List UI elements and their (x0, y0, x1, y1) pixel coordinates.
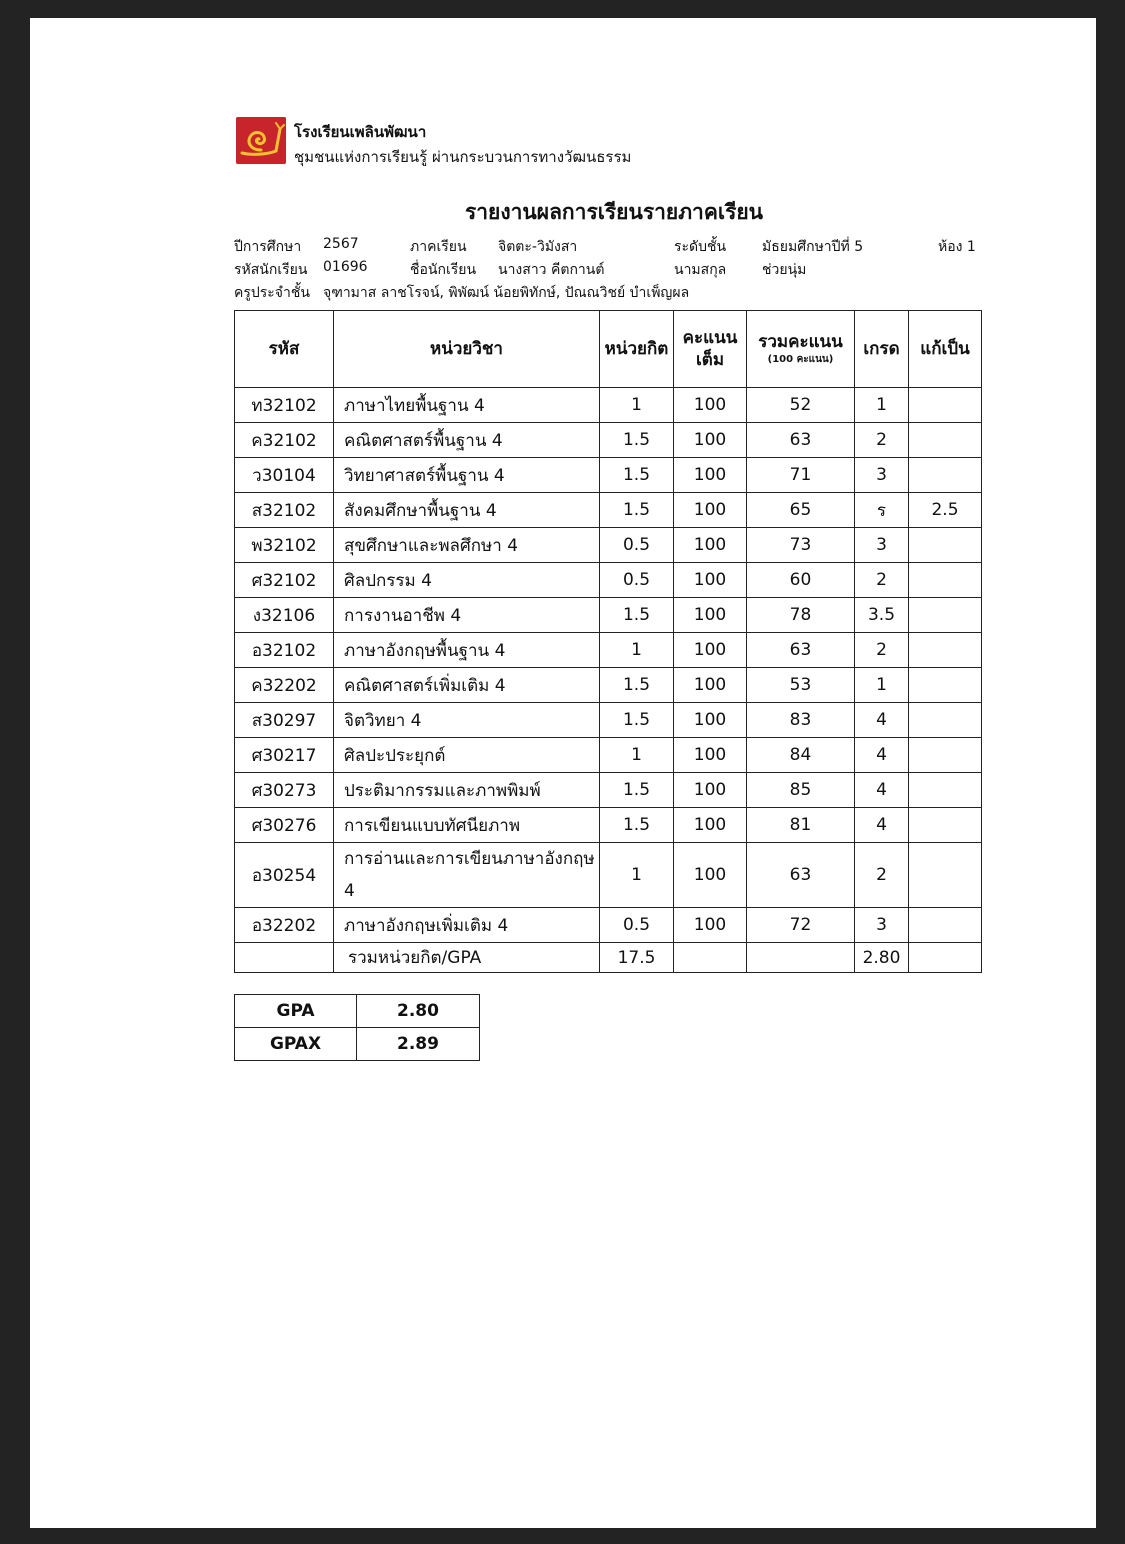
student-name-value: นางสาว คีตกานต์ (498, 262, 605, 278)
header-subject: หน่วยวิชา (334, 311, 600, 388)
table-row (235, 493, 982, 528)
cell-total-score: 53 (747, 668, 855, 703)
gpax-row (235, 1028, 480, 1061)
cell-full-score: 100 (674, 633, 747, 668)
cell-revised: 2.5 (909, 493, 982, 528)
cell-total-score: 52 (747, 388, 855, 423)
cell-subject: คณิตศาสตร์พื้นฐาน 4 (334, 423, 600, 458)
total-empty-cell (909, 943, 982, 973)
cell-total-score: 85 (747, 773, 855, 808)
cell-grade: 2 (855, 563, 909, 598)
cell-subject: การงานอาชีพ 4 (334, 598, 600, 633)
cell-code: ท32102 (235, 388, 334, 423)
level-label: ระดับชั้น (674, 239, 727, 255)
cell-grade: ร (855, 493, 909, 528)
cell-revised (909, 808, 982, 843)
cell-subject: ภาษาไทยพื้นฐาน 4 (334, 388, 600, 423)
cell-subject: จิตวิทยา 4 (334, 703, 600, 738)
report-sheet (30, 18, 1096, 1528)
cell-code: ว30104 (235, 458, 334, 493)
cell-code: ส30297 (235, 703, 334, 738)
table-row (235, 423, 982, 458)
cell-revised (909, 458, 982, 493)
student-info (234, 236, 994, 305)
cell-grade: 1 (855, 388, 909, 423)
cell-grade: 2 (855, 633, 909, 668)
surname-value: ช่วยนุ่ม (762, 262, 807, 278)
cell-grade: 2 (855, 423, 909, 458)
cell-grade: 4 (855, 773, 909, 808)
term-label: ภาคเรียน (410, 239, 467, 255)
cell-credit: 1.5 (600, 598, 674, 633)
cell-code: ค32202 (235, 668, 334, 703)
year-label: ปีการศึกษา (234, 239, 302, 255)
cell-revised (909, 388, 982, 423)
gpax-label: GPAX (235, 1028, 357, 1061)
room-label: ห้อง 1 (938, 239, 976, 255)
cell-grade: 3.5 (855, 598, 909, 633)
cell-credit: 0.5 (600, 563, 674, 598)
info-row-3 (234, 282, 994, 305)
total-gpa: 2.80 (855, 943, 909, 973)
cell-grade: 1 (855, 668, 909, 703)
cell-revised (909, 908, 982, 943)
header-full-score-line1: คะแนน (682, 328, 738, 348)
cell-subject: ภาษาอังกฤษเพิ่มเติม 4 (334, 908, 600, 943)
cell-revised (909, 563, 982, 598)
cell-grade: 4 (855, 703, 909, 738)
table-row (235, 738, 982, 773)
table-row (235, 563, 982, 598)
cell-code: ศ30273 (235, 773, 334, 808)
cell-full-score: 100 (674, 843, 747, 908)
info-row-2 (234, 259, 994, 282)
gpa-value: 2.80 (357, 995, 480, 1028)
cell-revised (909, 528, 982, 563)
cell-credit: 1 (600, 843, 674, 908)
cell-credit: 1.5 (600, 458, 674, 493)
cell-revised (909, 773, 982, 808)
header-full-score (674, 311, 747, 388)
cell-grade: 3 (855, 528, 909, 563)
cell-credit: 1.5 (600, 423, 674, 458)
cell-total-score: 72 (747, 908, 855, 943)
cell-code: ส32102 (235, 493, 334, 528)
table-row (235, 703, 982, 738)
table-row (235, 843, 982, 908)
cell-credit: 1.5 (600, 773, 674, 808)
cell-total-score: 78 (747, 598, 855, 633)
cell-revised (909, 423, 982, 458)
cell-total-score: 63 (747, 843, 855, 908)
cell-credit: 1.5 (600, 493, 674, 528)
school-header (234, 117, 734, 167)
cell-credit: 1 (600, 388, 674, 423)
cell-code: ศ30276 (235, 808, 334, 843)
school-name: โรงเรียนเพลินพัฒนา (294, 123, 427, 141)
cell-revised (909, 668, 982, 703)
report-title: รายงานผลการเรียนรายภาคเรียน (464, 200, 764, 224)
cell-credit: 1.5 (600, 703, 674, 738)
cell-subject: ศิลปกรรม 4 (334, 563, 600, 598)
gpax-value: 2.89 (357, 1028, 480, 1061)
total-empty-cell (747, 943, 855, 973)
cell-subject: คณิตศาสตร์เพิ่มเติม 4 (334, 668, 600, 703)
gpa-row (235, 995, 480, 1028)
cell-total-score: 63 (747, 423, 855, 458)
cell-subject: วิทยาศาสตร์พื้นฐาน 4 (334, 458, 600, 493)
cell-total-score: 83 (747, 703, 855, 738)
cell-full-score: 100 (674, 668, 747, 703)
cell-revised (909, 843, 982, 908)
cell-full-score: 100 (674, 598, 747, 633)
cell-code: อ32202 (235, 908, 334, 943)
cell-credit: 0.5 (600, 908, 674, 943)
cell-grade: 3 (855, 458, 909, 493)
table-header-row (235, 311, 982, 388)
gpa-summary-table (234, 994, 480, 1061)
cell-subject: สังคมศึกษาพื้นฐาน 4 (334, 493, 600, 528)
cell-subject: ภาษาอังกฤษพื้นฐาน 4 (334, 633, 600, 668)
cell-full-score: 100 (674, 528, 747, 563)
table-row (235, 808, 982, 843)
cell-code: อ32102 (235, 633, 334, 668)
table-row (235, 773, 982, 808)
table-row (235, 633, 982, 668)
header-credit: หน่วยกิต (600, 311, 674, 388)
header-total-score-label: รวมคะแนน (758, 332, 843, 352)
cell-code: ศ32102 (235, 563, 334, 598)
grade-rows (235, 388, 982, 943)
cell-full-score: 100 (674, 808, 747, 843)
student-id-label: รหัสนักเรียน (234, 262, 308, 278)
cell-full-score: 100 (674, 703, 747, 738)
cell-code: ศ30217 (235, 738, 334, 773)
header-code: รหัส (235, 311, 334, 388)
total-row (235, 943, 982, 973)
level-value: มัธยมศึกษาปีที่ 5 (762, 239, 864, 255)
cell-full-score: 100 (674, 493, 747, 528)
cell-full-score: 100 (674, 388, 747, 423)
student-id-value: 01696 (323, 259, 368, 275)
cell-credit: 1 (600, 738, 674, 773)
term-value: จิตตะ-วิมังสา (498, 239, 578, 255)
table-row (235, 908, 982, 943)
cell-grade: 3 (855, 908, 909, 943)
header-total-score-note: (100 คะแนน) (767, 354, 834, 365)
cell-total-score: 71 (747, 458, 855, 493)
cell-credit: 0.5 (600, 528, 674, 563)
cell-full-score: 100 (674, 458, 747, 493)
cell-credit: 1.5 (600, 808, 674, 843)
year-value: 2567 (323, 236, 359, 252)
cell-subject: การอ่านและการเขียนภาษาอังกฤษ 4 (334, 843, 600, 908)
cell-revised (909, 703, 982, 738)
cell-revised (909, 633, 982, 668)
cell-credit: 1 (600, 633, 674, 668)
table-row (235, 598, 982, 633)
total-credit: 17.5 (600, 943, 674, 973)
info-row-1 (234, 236, 994, 259)
cell-revised (909, 598, 982, 633)
cell-full-score: 100 (674, 908, 747, 943)
header-full-score-line2: เต็ม (695, 350, 725, 370)
snail-logo-icon (236, 117, 286, 164)
header-grade: เกรด (855, 311, 909, 388)
cell-code: อ30254 (235, 843, 334, 908)
teacher-label: ครูประจำชั้น (234, 285, 310, 301)
cell-total-score: 84 (747, 738, 855, 773)
cell-full-score: 100 (674, 738, 747, 773)
cell-grade: 4 (855, 738, 909, 773)
school-motto: ชุมชนแห่งการเรียนรู้ ผ่านกระบวนการทางวัฒนธรรม (294, 148, 632, 166)
table-row (235, 668, 982, 703)
student-name-label: ชื่อนักเรียน (410, 262, 477, 278)
teacher-value: จุฑามาส ลาชโรจน์, พิพัฒน์ น้อยพิทักษ์, ปัณณวิชย์ บำเพ็ญผล (323, 285, 690, 301)
gpa-label: GPA (235, 995, 357, 1028)
cell-full-score: 100 (674, 773, 747, 808)
cell-total-score: 73 (747, 528, 855, 563)
cell-subject: ศิลปะประยุกต์ (334, 738, 600, 773)
cell-full-score: 100 (674, 563, 747, 598)
total-empty-cell (235, 943, 334, 973)
grades-table (234, 310, 982, 973)
cell-code: พ32102 (235, 528, 334, 563)
cell-total-score: 60 (747, 563, 855, 598)
cell-total-score: 63 (747, 633, 855, 668)
table-row (235, 388, 982, 423)
cell-revised (909, 738, 982, 773)
total-label: รวมหน่วยกิต/GPA (334, 943, 600, 973)
table-row (235, 528, 982, 563)
header-total-score (747, 311, 855, 388)
cell-grade: 4 (855, 808, 909, 843)
cell-total-score: 65 (747, 493, 855, 528)
cell-code: ง32106 (235, 598, 334, 633)
cell-full-score: 100 (674, 423, 747, 458)
cell-code: ค32102 (235, 423, 334, 458)
cell-grade: 2 (855, 843, 909, 908)
cell-subject: สุขศึกษาและพลศึกษา 4 (334, 528, 600, 563)
header-revised: แก้เป็น (909, 311, 982, 388)
table-row (235, 458, 982, 493)
cell-credit: 1.5 (600, 668, 674, 703)
total-empty-cell (674, 943, 747, 973)
surname-label: นามสกุล (674, 262, 727, 278)
cell-subject: การเขียนแบบทัศนียภาพ (334, 808, 600, 843)
cell-subject: ประติมากรรมและภาพพิมพ์ (334, 773, 600, 808)
cell-total-score: 81 (747, 808, 855, 843)
